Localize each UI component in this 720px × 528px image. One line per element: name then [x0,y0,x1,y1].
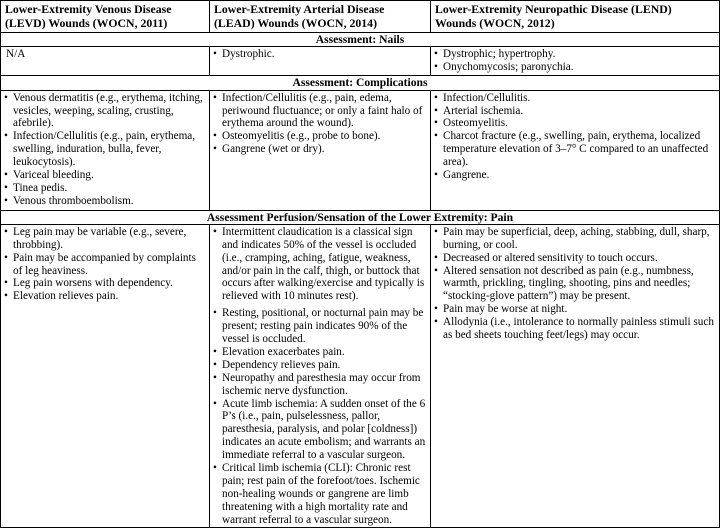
perfusion-levd-cell [1,224,210,527]
bullet-item: • Dystrophic; hypertrophy. [434,48,716,61]
bullet-item: • Dystrophic. [213,48,427,61]
bullet-item: • Infection/Cellulitis. [434,92,716,105]
bullet-item: • Pain may be superficial, deep, aching, stabbing, dull, sharp, burning, or cool. [434,226,716,252]
nails-lead-cell [210,47,431,76]
section-nails-row [1,33,720,47]
header-lend: Lower-Extremity Neuropathic Disease (LEND) Wounds (WOCN, 2012) [431,1,720,33]
bullet-item: • Leg pain may be variable (e.g., severe, throbbing). [4,226,206,252]
complications-levd-cell [1,90,210,210]
nails-levd-cell [1,47,210,76]
bullet-item: • Infection/Cellulitis (e.g., pain, erythema, swelling, induration, bulla, fever, leukocytosis). [4,130,206,169]
complications-lend-list [434,92,716,182]
bullet-item: • Leg pain worsens with dependency. [4,277,206,290]
complications-row [1,90,720,210]
bullet-item: • Pain may be accompanied by complaints of leg heaviness. [4,252,206,278]
perfusion-row [1,224,720,527]
section-perfusion-title: Assessment Perfusion/Sensation of the Lower Extremity: Pain [1,210,720,224]
perfusion-lend-cell [431,224,720,527]
perfusion-lead-list [213,226,427,527]
bullet-item: • Charcot fracture (e.g., swelling, pain, erythema, localized temperature elevation of 3–7° C compared to an unaffected area). [434,130,716,169]
section-complications-row [1,76,720,90]
bullet-item: • Intermittent claudication is a classical sign and indicates 50% of the vessel is occluded (i.e., cramping, aching, fatigue, weakness, and/or pain in the calf, thigh, or buttock that occurs after walking/exercise and typically is relieved with 10 minutes rest). [213,226,427,303]
nails-lend-cell [431,47,720,76]
complications-lead-cell [210,90,431,210]
section-perfusion-row [1,210,720,224]
bullet-item: • Altered sensation not described as pain (e.g., numbness, warmth, prickling, tingling, shooting, pins and needles; “stocking-glove pattern”) may be present. [434,265,716,304]
nails-levd-text: N/A [6,48,26,61]
complications-levd-list [4,92,206,208]
nails-lend-list [434,48,716,74]
bullet-item: • Dependency relieves pain. [213,359,427,372]
bullet-item: • Decreased or altered sensitivity to touch occurs. [434,252,716,265]
bullet-item: • Elevation exacerbates pain. [213,346,427,359]
bullet-item: • Elevation relieves pain. [4,290,206,303]
header-lead: Lower-Extremity Arterial Disease (LEAD) Wounds (WOCN, 2014) [210,1,431,33]
complications-lead-list [213,92,427,157]
bullet-item: • Venous thromboembolism. [4,195,206,208]
section-nails-title: Assessment: Nails [1,33,720,47]
bullet-item: • Acute limb ischemia: A sudden onset of the 6 P’s (i.e., pain, pulselessness, pallor, paresthesia, paralysis, and polar [coldness]) indicates an acute embolism; and warrants an immediate referral to a vascular surgeon. [213,398,427,463]
complications-lend-cell [431,90,720,210]
bullet-item: • Tinea pedis. [4,182,206,195]
bullet-item: • Gangrene. [434,169,716,182]
bullet-item: • Osteomyelitis (e.g., probe to bone). [213,130,427,143]
bullet-item: • Pain may be worse at night. [434,303,716,316]
header-row [1,1,720,33]
bullet-item: • Gangrene (wet or dry). [213,143,427,156]
section-complications-title: Assessment: Complications [1,76,720,90]
nails-lead-list [213,48,427,61]
bullet-item: • Critical limb ischemia (CLI): Chronic rest pain; rest pain of the forefoot/toes. Ischemic non-healing wounds or gangrene are limb threatening with a high mortality rate and warrant referral to a vascular surgeon. [213,462,427,527]
nails-row [1,47,720,76]
bullet-item: • Arterial ischemia. [434,105,716,118]
perfusion-lead-cell [210,224,431,527]
bullet-item: • Infection/Cellulitis (e.g., pain, edema, periwound fluctuance; or only a faint halo of erythema around the wound). [213,92,427,131]
bullet-item: • Osteomyelitis. [434,117,716,130]
bullet-item: • Variceal bleeding. [4,169,206,182]
bullet-item: • Allodynia (i.e., intolerance to normally painless stimuli such as bed sheets touching feet/legs) may occur. [434,316,716,342]
bullet-item: • Venous dermatitis (e.g., erythema, itching, vesicles, weeping, scaling, crusting, afebrile). [4,92,206,131]
header-levd: Lower-Extremity Venous Disease (LEVD) Wounds (WOCN, 2011) [1,1,210,33]
bullet-item: • Neuropathy and paresthesia may occur from ischemic nerve dysfunction. [213,372,427,398]
perfusion-levd-list [4,226,206,303]
bullet-item: • Onychomycosis; paronychia. [434,61,716,74]
perfusion-lend-list [434,226,716,342]
bullet-item: • Resting, positional, or nocturnal pain may be present; resting pain indicates 90% of the vessel is occluded. [213,307,427,346]
